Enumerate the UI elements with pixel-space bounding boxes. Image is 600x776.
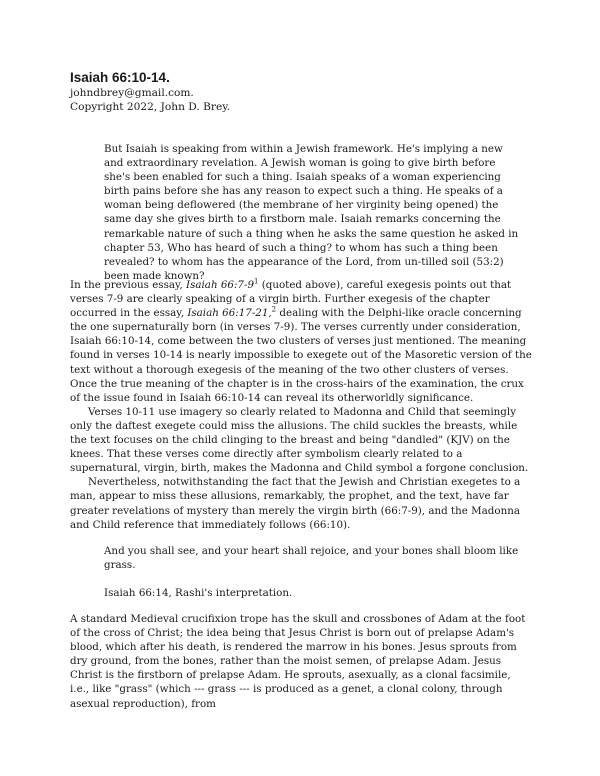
title-suffix: . [166,70,170,85]
paragraph-2: Verses 10-11 use imagery so clearly related to Madonna and Child that seemingly only the daftest exegete could miss the allusions. The child suckles the breasts, while the text focuses on the child clinging to the breast and being "dandled" (KJV) on the knees. That these verses come directly after symbolism clearly related to a supernatural, virgin, birth, makes the Madonna and Child symbol a forgone conclusion. [70,405,529,475]
block-quote-2 [104,544,524,600]
author-email: johndbrey@gmail.com. [70,87,194,99]
block-quote-1-text: But Isaiah is speaking from within a Jewish framework. He's implying a new and extraordinary revelation. A Jewish woman is going to give birth before she's been enabled for such a thing. Isaiah speaks of a woman experiencing birth pains before she has any reason to expect such a thing. He speaks of a woman being deflowered (the membrane of her virginity being opened) the same day she gives birth to a firstborn male. Isaiah remarks concerning the remarkable nature of such a thing when he asks the same question he asked in chapter 53, Who has heard of such a thing? to whom has such a thing been revealed? to whom has the appearance of the Lord, from un-tilled soil (53:2) been made known? [104,143,519,282]
reference-isaiah-66-17-21: Isaiah 66:17-21, [187,307,272,320]
block-quote-2-text: And you shall see, and your heart shall rejoice, and your bones shall bloom like grass. [104,545,519,572]
copyright-line: Copyright 2022, John D. Brey. [70,101,231,113]
paragraph-4: A standard Medieval crucifixion trope has the skull and crossbones of Adam at the foot of the cross of Christ; the idea being that Jesus Christ is born out of prelapse Adam's blood, which after his death, is rendered the marrow in his bones. Jesus sprouts from dry ground, from the bones, rather than the moist semen, of prelapse Adam. Jesus Christ is the firstborn of prelapse Adam. He sprouts, asexually, as a clonal facsimile, i.e., like "grass" (which --- grass --- is produced as a genet, a clonal colony, through asexual reproduction), from [70,613,526,710]
body-text-continued [70,612,532,711]
footnote-2-marker: 2 [271,305,277,314]
block-quote-2-citation: Isaiah 66:14, Rashi's interpretation. [104,587,293,600]
paragraph-1-text-a: In the previous essay, [70,279,187,291]
paragraph-1-text-b: (quoted above), careful exegesis points out that verses 7-9 are clearly speaking of a virgin birth. Further exegesis of the chapter occurred in the essay, [70,279,512,320]
footnote-1-marker: 1 [254,277,259,286]
body-text [70,278,532,532]
paragraph-1 [70,278,532,405]
document-header [70,70,540,114]
reference-isaiah-66-7-9: Isaiah 66:7-9 [186,279,254,291]
title-text: Isaiah 66:10-14 [70,70,167,85]
paragraph-3: Nevertheless, notwithstanding the fact that the Jewish and Christian exegetes to a man, appear to miss these allusions, remarkably, the prophet, and the text, have far greater revelations of mystery than merely the virgin birth (66:7-9), and the Madonna and Child reference that immediately follows (66:10). [70,476,521,531]
block-quote-1 [104,142,524,283]
document-title [70,70,540,86]
paragraph-1-text-c: dealing with the Delphi-like oracle concerning the one supernaturally born (in verses 7-9). The verses currently under consideration, Isaiah 66:10-14, come between the two clusters of verses just mentioned. The meaning found in verses 10-14 is nearly impossible to exegete out of the Masoretic version of the text without a thorough exegesis of the meaning of the two other clusters of verses. Once the true meaning of the chapter is in the cross-hairs of the examination, the crux of the issue found in Isaiah 66:10-14 can reveal its otherworldly significance. [70,307,532,404]
